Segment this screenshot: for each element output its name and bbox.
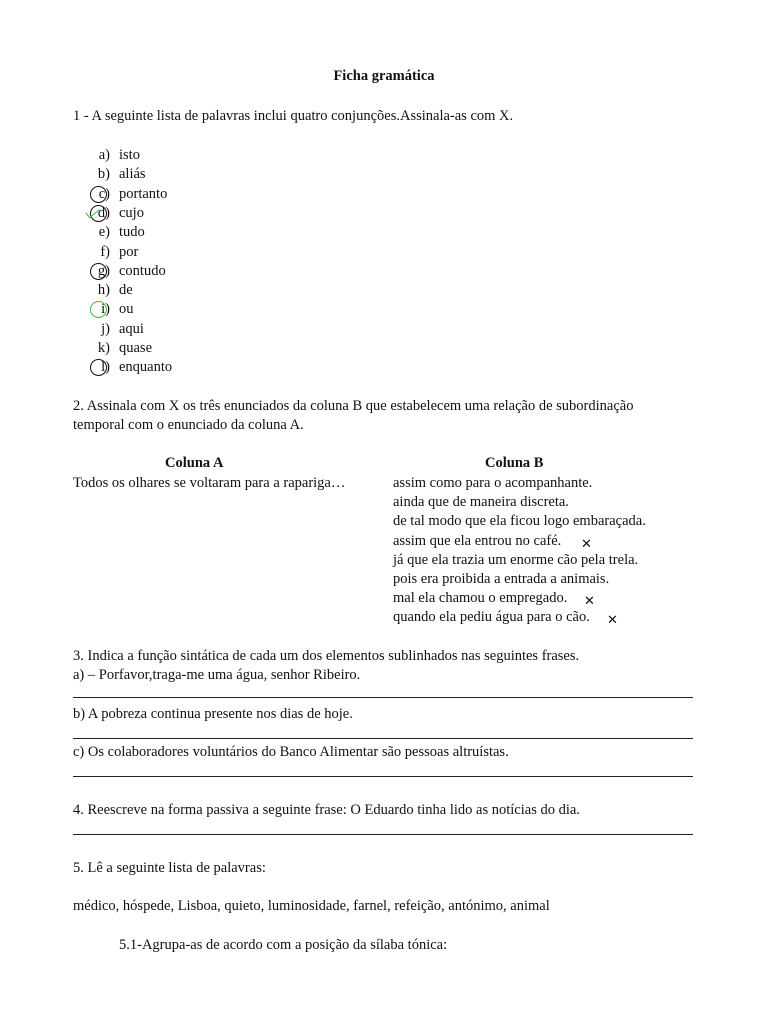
list-item [96, 320, 144, 339]
answer-line-4 [73, 834, 693, 835]
list-item [96, 165, 146, 184]
list-item-letter: g) [97, 262, 110, 279]
column-b-item: de tal modo que ela ficou logo embaraçada. [393, 513, 646, 530]
list-item-letter: i) [101, 301, 110, 318]
q1-prompt: 1 - A seguinte lista de palavras inclui quatro conjunções.Assinala-as com X. [73, 108, 514, 124]
list-item [96, 146, 140, 165]
column-b-item: assim que ela entrou no café. [393, 532, 562, 549]
answer-circle-mark [90, 186, 107, 203]
answer-line-3a [73, 697, 693, 698]
list-item [96, 281, 133, 300]
list-item-letter: f) [100, 243, 110, 260]
list-item-letter: l) [101, 359, 110, 376]
list-item-letter: d) [97, 204, 110, 221]
list-item-word: ou [119, 301, 134, 318]
q2-prompt-line1: 2. Assinala com X os três enunciados da coluna B que estabelecem uma relação de subordinação [73, 398, 634, 414]
list-item-word: por [119, 243, 139, 260]
page-title: Ficha gramática [333, 68, 435, 84]
list-item-word: quase [119, 340, 153, 356]
list-item-letter: c) [98, 185, 110, 202]
q3-sentence-b: b) A pobreza continua presente nos dias de hoje. [73, 706, 353, 722]
list-item [96, 339, 153, 358]
list-item-word: aliás [119, 166, 146, 183]
column-a-text: Todos os olhares se voltaram para a rapariga… [73, 475, 346, 491]
q2-prompt-line2: temporal com o enunciado da coluna A. [73, 417, 304, 433]
column-a-heading: Coluna A [165, 455, 224, 471]
q3-sentence-a: a) – Porfavor,traga-me uma água, senhor Ribeiro. [73, 667, 361, 683]
list-item-letter: j) [101, 320, 110, 337]
column-b-item: assim como para o acompanhante. [393, 475, 593, 491]
answer-circle-mark [90, 263, 107, 280]
list-item-word: portanto [119, 185, 168, 202]
q3-sentence-c: c) Os colaboradores voluntários do Banco Alimentar são pessoas altruístas. [73, 744, 509, 760]
list-item-word: tudo [119, 224, 145, 241]
x-mark: ✕ [607, 613, 618, 629]
q5-prompt: 5. Lê a seguinte lista de palavras: [73, 860, 266, 876]
column-b-item: já que ela trazia um enorme cão pela trela. [393, 551, 639, 568]
list-item [96, 243, 139, 262]
column-b-item: ainda que de maneira discreta. [393, 494, 569, 511]
list-item-word: enquanto [119, 359, 173, 376]
answer-line-3c [73, 776, 693, 777]
q5-word-list: médico, hóspede, Lisboa, quieto, luminosidade, farnel, refeição, antónimo, animal [73, 898, 550, 914]
list-item-word: cujo [119, 204, 144, 221]
column-b-item: mal ela chamou o empregado. [393, 590, 568, 607]
list-item-word: contudo [119, 262, 166, 279]
column-b-item: pois era proibida a entrada a animais. [393, 571, 610, 587]
q5-1-prompt: 5.1-Agrupa-as de acordo com a posição da sílaba tónica: [119, 937, 448, 953]
q3-prompt: 3. Indica a função sintática de cada um dos elementos sublinhados nas seguintes frases. [73, 648, 580, 664]
answer-line-3b [73, 738, 693, 739]
column-b-heading: Coluna B [485, 455, 544, 471]
list-item-word: isto [119, 147, 140, 163]
list-item-letter: e) [98, 224, 110, 241]
column-b-item: quando ela pediu água para o cão. [393, 609, 590, 626]
list-item-word: aqui [119, 320, 144, 337]
list-item-letter: h) [97, 282, 110, 299]
list-item-letter: a) [98, 147, 110, 163]
list-item-letter: b) [97, 166, 110, 183]
x-mark: ✕ [581, 536, 592, 552]
q4-prompt: 4. Reescreve na forma passiva a seguinte frase: O Eduardo tinha lido as notícias do dia. [73, 802, 580, 818]
list-item-word: de [119, 282, 133, 299]
list-item [96, 223, 145, 242]
x-mark: ✕ [584, 594, 595, 610]
list-item-letter: k) [97, 340, 110, 356]
